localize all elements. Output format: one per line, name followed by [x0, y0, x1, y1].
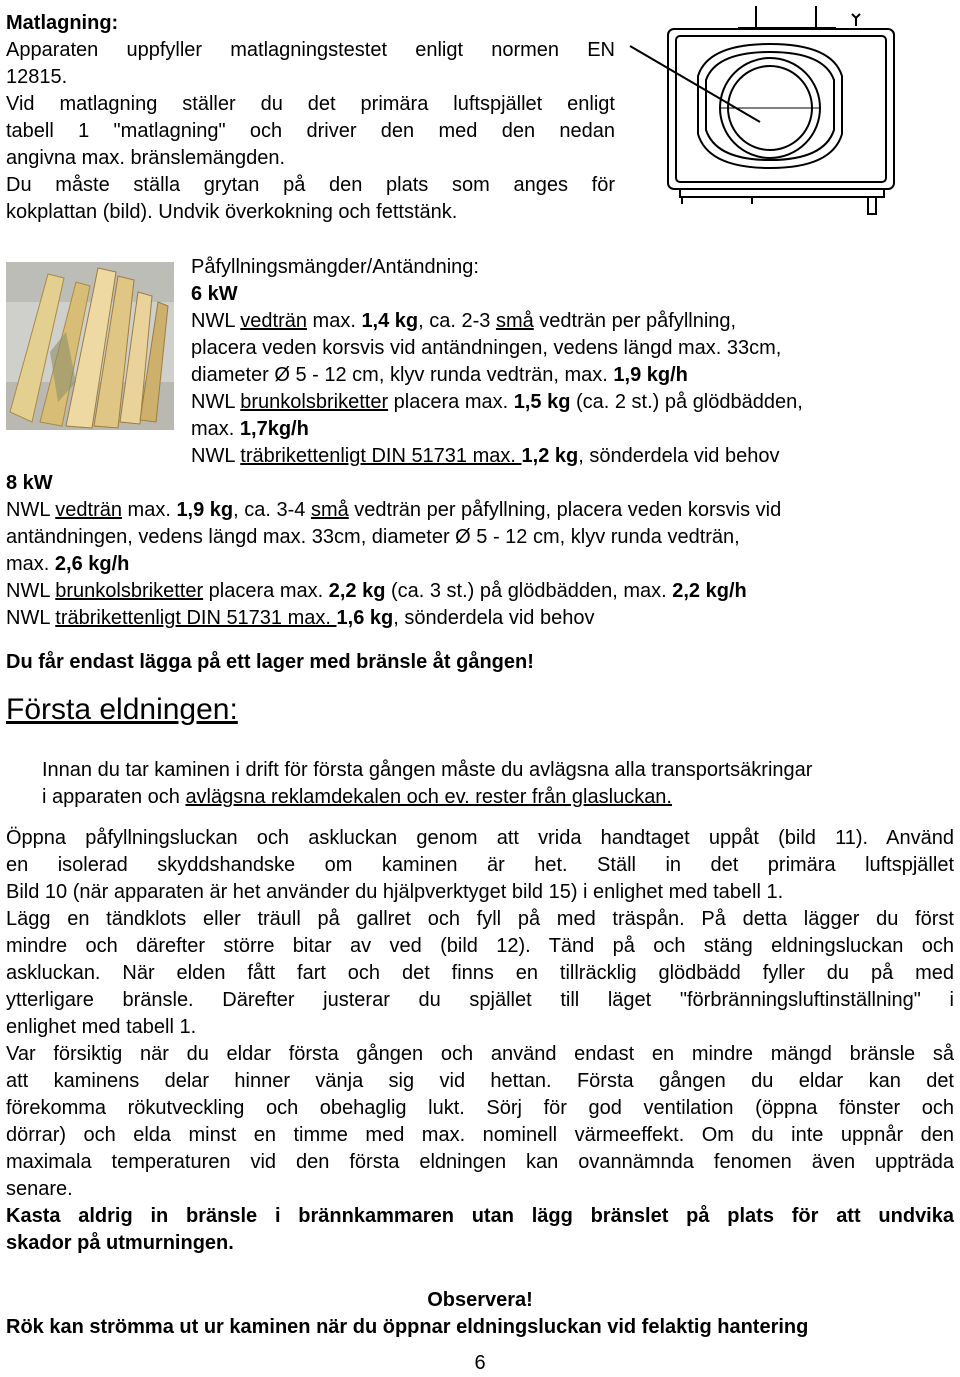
body-line: mindre och därefter större bitar av ved (bild 12). Tänd på och stäng eldningsluckan och [6, 935, 954, 957]
body-line: enlighet med tabell 1. [6, 1016, 197, 1038]
stove-top-view-icon [620, 4, 905, 218]
bold-warning-line-2: skador på utmurningen. [6, 1232, 234, 1254]
section-heading-matlagning: Matlagning: [6, 12, 119, 34]
fill-6kw-line-1: NWL vedträn max. 1,4 kg, ca. 2-3 små vedträn per påfyllning, [191, 310, 737, 332]
paragraph-line: angivna max. bränslemängden. [6, 147, 286, 169]
observera-text: Rök kan strömma ut ur kaminen när du öppnar eldningsluckan vid felaktig hantering [6, 1316, 809, 1338]
label-8kw: 8 kW [6, 472, 53, 494]
section-heading-forsta-eldningen: Första eldningen: [6, 693, 238, 726]
paragraph-line: 12815. [6, 66, 68, 88]
firewood-photo-icon [6, 262, 174, 430]
fill-6kw-line-3: diameter Ø 5 - 12 cm, klyv runda vedträn, max. 1,9 kg/h [191, 364, 688, 386]
fill-8kw-line-2: antändningen, vedens längd max. 33cm, diameter Ø 5 - 12 cm, klyv runda vedträn, [6, 526, 740, 548]
paragraph-line: Apparaten uppfyller matlagningstestet enligt normen EN [6, 39, 615, 61]
page-number: 6 [474, 1352, 486, 1374]
label-6kw: 6 kW [191, 283, 238, 305]
fill-6kw-line-5: max. 1,7kg/h [191, 418, 309, 440]
body-line: förekomma rökutveckling och obehaglig lukt. Sörj för god ventilation (öppna fönster och [6, 1097, 954, 1119]
fill-8kw-line-1: NWL vedträn max. 1,9 kg, ca. 3-4 små vedträn per påfyllning, placera veden korsvis vid [6, 499, 782, 521]
bold-warning-line-1: Kasta aldrig in bränsle i brännkammaren utan lägg bränslet på plats för att undvika [6, 1205, 954, 1227]
fill-6kw-line-2: placera veden korsvis vid antändningen, vedens längd max. 33cm, [191, 337, 782, 359]
body-line: Lägg en tändklots eller träull på gallret och fyll på med träspån. På detta lägger du först [6, 908, 954, 930]
paragraph-line: Du måste ställa grytan på den plats som anges för [6, 174, 615, 196]
paragraph-line: tabell 1 "matlagning" och driver den med den nedan [6, 120, 615, 142]
body-line: askluckan. När elden fått fart och det finns en tillräcklig glödbädd fyller du på med [6, 962, 954, 984]
fill-8kw-line-5: NWL träbrikettenligt DIN 51731 max. 1,6 kg, sönderdela vid behov [6, 607, 595, 629]
subheading-fill-amounts: Påfyllningsmängder/Antändning: [191, 256, 479, 278]
body-line: senare. [6, 1178, 73, 1200]
fill-6kw-line-4: NWL brunkolsbriketter placera max. 1,5 kg (ca. 2 st.) på glödbädden, [191, 391, 803, 413]
body-line: en isolerad skyddshandske om kaminen är het. Ställ in det primära luftspjället [6, 854, 954, 876]
fill-8kw-line-3: max. 2,6 kg/h [6, 553, 130, 575]
intro-line-2: i apparaten och avlägsna reklamdekalen och ev. rester från glasluckan. [42, 786, 672, 808]
body-line: dörrar) och elda minst en timme med max. nominell värmeeffekt. Om du inte uppnår den [6, 1124, 954, 1146]
paragraph-line: Vid matlagning ställer du det primära luftspjället enligt [6, 93, 615, 115]
paragraph-line: kokplattan (bild). Undvik överkokning och fettstänk. [6, 201, 458, 223]
body-line: ytterligare bränsle. Därefter justerar du spjället till läget "förbränningsluftinställning" i [6, 989, 954, 1011]
warning-single-layer: Du får endast lägga på ett lager med bränsle åt gången! [6, 651, 534, 673]
body-line: Öppna påfyllningsluckan och askluckan genom att vrida handtaget uppåt (bild 11). Använd [6, 827, 954, 849]
fill-8kw-line-4: NWL brunkolsbriketter placera max. 2,2 kg (ca. 3 st.) på glödbädden, max. 2,2 kg/h [6, 580, 747, 602]
body-line: att kaminens delar hinner vänja sig vid hettan. Första gången du eldar kan det [6, 1070, 954, 1092]
body-line: Bild 10 (när apparaten är het använder du hjälpverktyget bild 15) i enlighet med tabell 1. [6, 881, 784, 903]
fill-6kw-line-6: NWL träbrikettenligt DIN 51731 max. 1,2 kg, sönderdela vid behov [191, 445, 780, 467]
observera-heading: Observera! [427, 1289, 533, 1311]
body-line: maximala temperaturen vid den första eldningen kan ovannämnda fenomen även uppträda [6, 1151, 954, 1173]
intro-line-1: Innan du tar kaminen i drift för första gången måste du avlägsna alla transportsäkringar [42, 759, 813, 781]
body-line: Var försiktig när du eldar första gången och använd endast en mindre mängd bränsle så [6, 1043, 954, 1065]
